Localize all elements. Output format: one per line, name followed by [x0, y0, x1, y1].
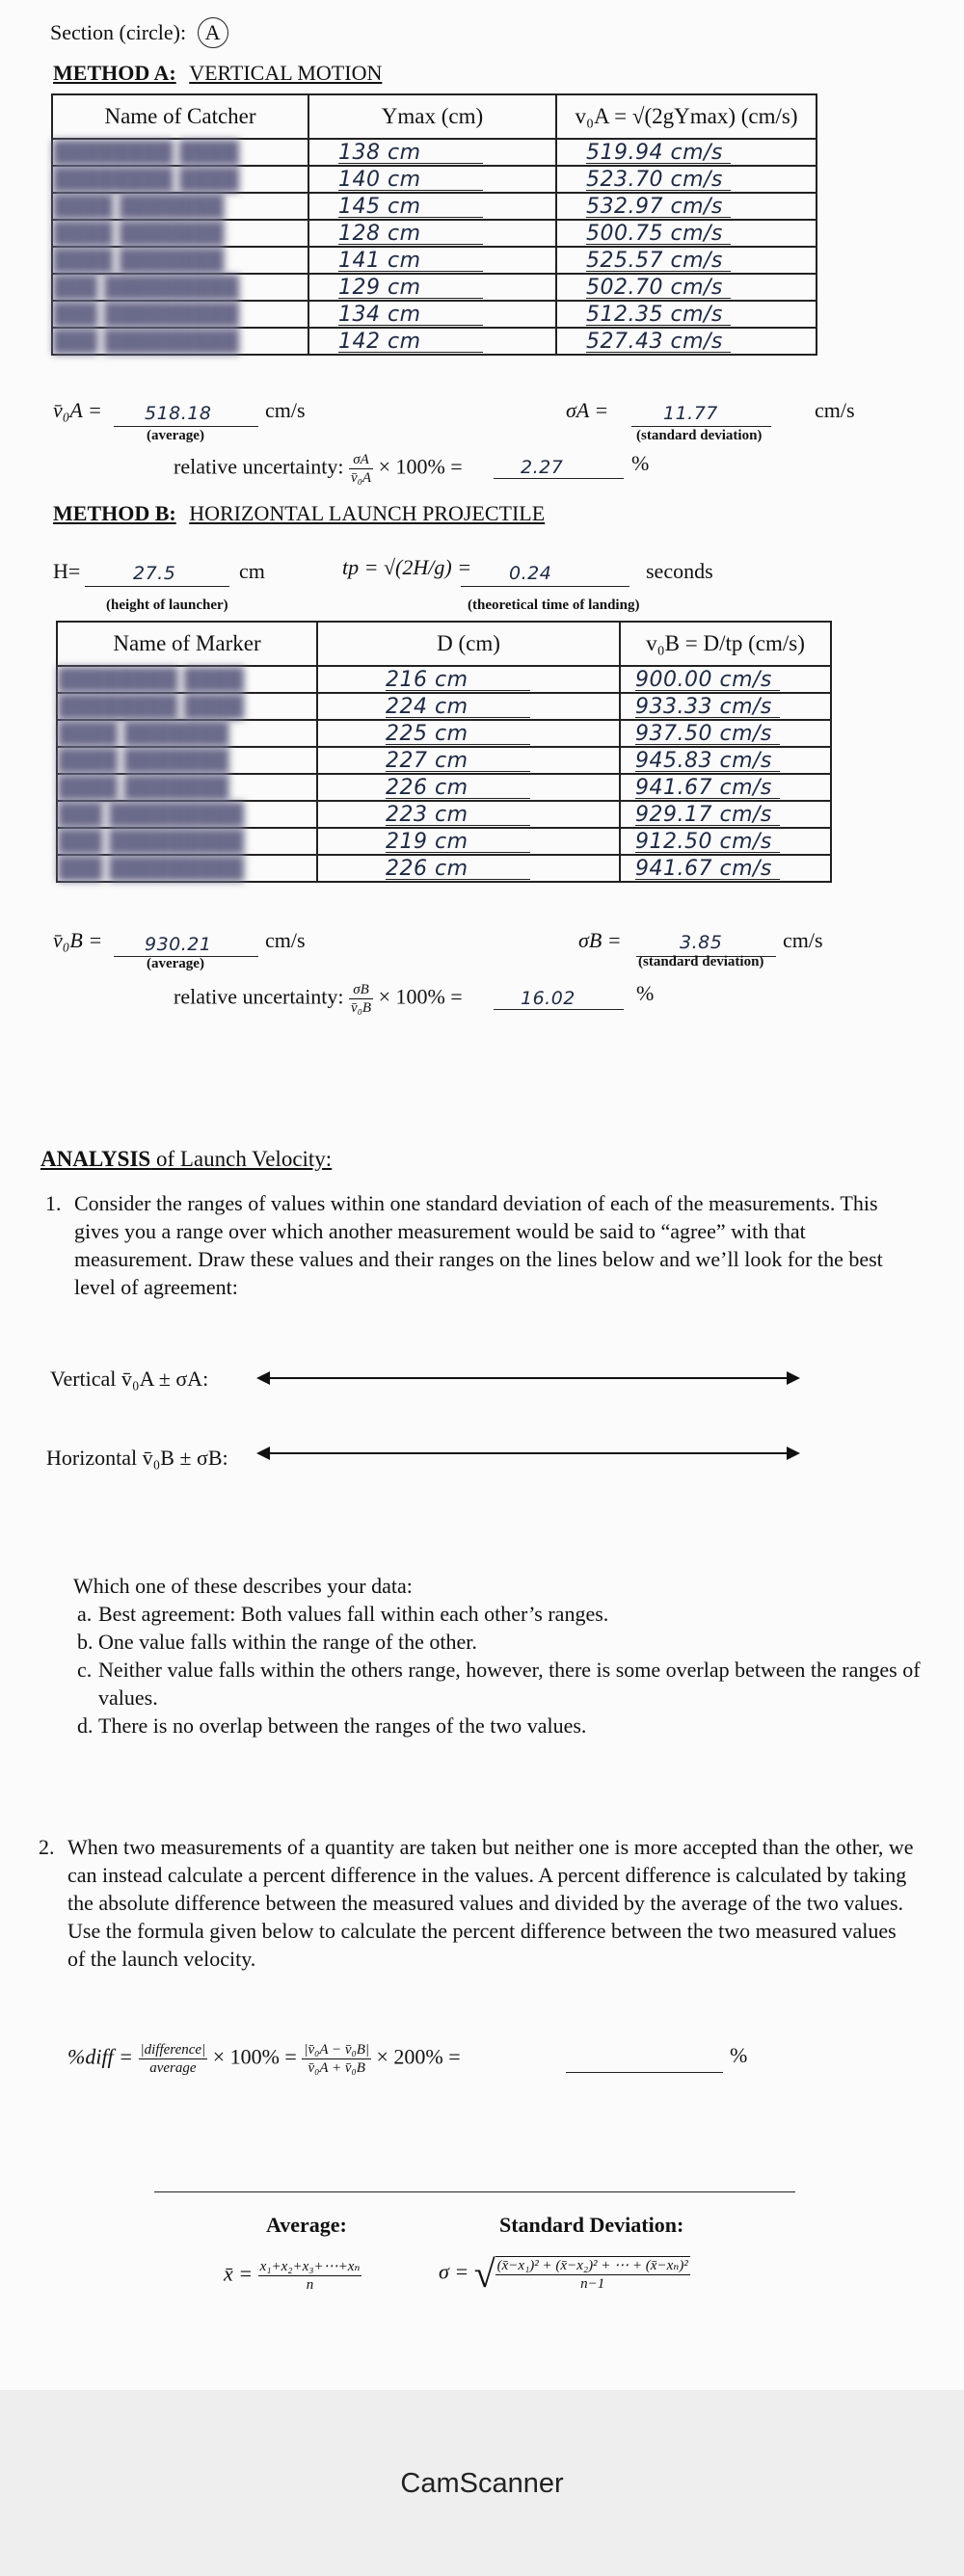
catcher-name: ████████ ████: [52, 139, 308, 166]
rel-num: σA: [349, 451, 373, 469]
h-unit: cm: [239, 559, 265, 583]
method-b-table: [56, 621, 832, 883]
d-value: 225 cm: [386, 725, 530, 745]
ymax-value: 142 cm: [338, 332, 483, 353]
analysis-title: ANALYSIS: [40, 1147, 151, 1171]
method-a-heading: [53, 61, 382, 86]
pdiff-label: %diff =: [67, 2044, 134, 2069]
method-b-sd-label: σB =: [578, 928, 622, 952]
ymax-value: 129 cm: [338, 279, 483, 299]
table-row: [57, 774, 831, 801]
h-caption: (height of launcher): [106, 598, 228, 613]
marker-name: ████ ███████: [57, 747, 317, 774]
table-row: [57, 666, 831, 693]
marker-name: ████████ ████: [57, 666, 317, 693]
rel-den: v̄₀B: [351, 1000, 372, 1016]
v0a-value: 502.70 cm/s: [586, 279, 731, 299]
pdiff-den2: v̄₀A + v̄₀B: [308, 2060, 365, 2076]
method-a-sd-caption: (standard deviation): [636, 428, 763, 443]
pdiff-den1: average: [149, 2060, 197, 2076]
table-row: [52, 301, 817, 328]
v0b-value: 912.50 cm/s: [635, 833, 780, 853]
marker-name: ███ █████████: [57, 855, 317, 882]
method-a-subtitle: VERTICAL MOTION: [189, 61, 383, 85]
q2-number: 2.: [39, 1835, 55, 1859]
method-a-header-name: Name of Catcher: [52, 94, 308, 139]
method-b-heading: [53, 501, 545, 526]
pdiff-end: × 200% =: [376, 2044, 461, 2069]
method-b-avg-caption: (average): [147, 956, 204, 971]
table-row: [52, 166, 817, 193]
analysis-heading: [40, 1147, 332, 1172]
rel-num: σB: [349, 981, 373, 999]
catcher-name: ████ ███████: [52, 247, 308, 274]
method-a-sd-unit: cm/s: [815, 398, 855, 422]
ymax-value: 128 cm: [338, 225, 483, 245]
options-list: [77, 1600, 925, 1739]
avg-formula: [224, 2258, 362, 2294]
formula-divider: [154, 2191, 795, 2192]
method-b-rel-value: 16.02: [521, 988, 576, 1009]
marker-name: ████ ███████: [57, 720, 317, 747]
option-text: Best agreement: Both values fall within each other’s ranges.: [98, 1602, 609, 1626]
vertical-range-label: Vertical v̄₀A ± σA:: [50, 1367, 209, 1391]
method-b-header-name: Name of Marker: [57, 622, 317, 666]
method-a-avg-caption: (average): [147, 428, 204, 443]
option-a[interactable]: [77, 1600, 925, 1628]
table-row: [57, 747, 831, 774]
option-c[interactable]: [77, 1656, 925, 1712]
q1-number: 1.: [45, 1191, 62, 1215]
marker-name: ███ █████████: [57, 801, 317, 828]
h-value: 27.5: [133, 563, 176, 584]
pdiff-num2: |v̄₀A − v̄₀B|: [304, 2042, 369, 2058]
catcher-name: ████████ ████: [52, 166, 308, 193]
v0a-value: 523.70 cm/s: [586, 171, 731, 191]
pdiff-num1: |difference|: [140, 2042, 206, 2058]
table-row: [57, 693, 831, 720]
tp-unit: seconds: [646, 559, 713, 583]
option-b[interactable]: [77, 1628, 925, 1656]
avg-formula-title: Average:: [266, 2213, 347, 2237]
option-d[interactable]: [77, 1712, 925, 1739]
catcher-name: ████ ███████: [52, 193, 308, 220]
rel-label: relative uncertainty:: [174, 984, 344, 1009]
catcher-name: ███ █████████: [52, 274, 308, 301]
method-a-rel-value: 2.27: [521, 457, 564, 478]
v0a-value: 527.43 cm/s: [586, 332, 731, 353]
rel-times: × 100% =: [378, 984, 463, 1009]
ymax-value: 145 cm: [338, 198, 483, 218]
section-text: Section (circle):: [50, 20, 187, 44]
v0b-value: 941.67 cm/s: [635, 779, 780, 799]
rel-label: relative uncertainty:: [174, 454, 344, 479]
table-row: [52, 247, 817, 274]
marker-name: ████ ███████: [57, 774, 317, 801]
v0a-value: 519.94 cm/s: [586, 144, 731, 164]
table-row: [52, 274, 817, 301]
method-b-title: METHOD B:: [53, 501, 176, 525]
table-row: [57, 720, 831, 747]
sqrt-icon: √: [473, 2252, 495, 2296]
marker-name: ████████ ████: [57, 693, 317, 720]
sd-lhs: σ =: [439, 2259, 469, 2284]
option-text: One value falls within the range of the other.: [98, 1630, 477, 1654]
option-text: There is no overlap between the ranges of the two values.: [98, 1713, 587, 1738]
method-b-rel-unit: %: [636, 981, 655, 1005]
method-a-header-velocity: v₀A = √(2gYmax) (cm/s): [556, 94, 817, 139]
sd-formula-title: Standard Deviation:: [499, 2213, 684, 2237]
d-value: 226 cm: [386, 779, 530, 799]
v0a-value: 500.75 cm/s: [586, 225, 731, 245]
method-a-avg-unit: cm/s: [265, 398, 306, 422]
percent-diff-formula: [67, 2041, 461, 2077]
v0b-value: 933.33 cm/s: [635, 698, 780, 718]
avg-lhs: x̄ =: [224, 2261, 254, 2286]
method-b-header-velocity: v₀B = D/tp (cm/s): [620, 622, 831, 666]
method-a-table: [51, 93, 817, 356]
avg-den: n: [306, 2277, 314, 2293]
horizontal-range-label: Horizontal v̄₀B ± σB:: [46, 1446, 228, 1470]
vertical-range-line[interactable]: [258, 1377, 798, 1379]
option-letter: c.: [77, 1658, 93, 1682]
option-text: Neither value falls within the others range, however, there is some overlap between the ranges of values.: [98, 1658, 921, 1710]
camscanner-brand: CamScanner: [400, 2468, 564, 2499]
analysis-title-rest: of Launch Velocity:: [150, 1147, 333, 1171]
option-letter: b.: [77, 1630, 94, 1654]
method-b-header-d: D (cm): [317, 622, 620, 666]
v0b-value: 937.50 cm/s: [635, 725, 780, 745]
method-a-title: METHOD A:: [53, 61, 176, 85]
rel-den: v̄₀A: [351, 470, 372, 486]
q1-text: Consider the ranges of values within one standard deviation of each of the measurements. This gives you a range over which another measurement would be said to “agree” with that measurement. Draw these values and their ranges on the lines below and we’ll look for the best level of agreement:: [74, 1191, 883, 1299]
marker-name: ███ █████████: [57, 828, 317, 855]
option-letter: a.: [77, 1602, 93, 1626]
pdiff-mid: × 100% =: [212, 2044, 297, 2069]
rel-times: × 100% =: [378, 454, 463, 479]
method-b-sd-unit: cm/s: [783, 928, 823, 952]
d-value: 226 cm: [386, 860, 530, 880]
sd-den: n−1: [580, 2275, 605, 2292]
v0b-value: 945.83 cm/s: [635, 752, 780, 772]
method-b-avg-value: 930.21: [145, 934, 212, 955]
catcher-name: ███ █████████: [52, 328, 308, 355]
method-a-header-ymax: Ymax (cm): [308, 94, 556, 139]
method-a-avg-value: 518.18: [145, 403, 212, 424]
pdiff-answer-blank[interactable]: [566, 2045, 723, 2073]
method-a-rel-unit: %: [631, 451, 650, 475]
v0a-value: 532.97 cm/s: [586, 198, 731, 218]
tp-sqrt: √(2H/g) =: [383, 555, 472, 579]
method-a-sd-label: σA =: [566, 398, 609, 422]
ymax-value: 134 cm: [338, 305, 483, 326]
table-row: [57, 801, 831, 828]
method-b-sd-value: 3.85: [680, 932, 723, 953]
table-row: [57, 828, 831, 855]
which-question: Which one of these describes your data:: [73, 1574, 413, 1598]
method-a-relative-uncertainty: [174, 451, 463, 487]
sd-formula: [439, 2251, 690, 2297]
catcher-name: ███ █████████: [52, 301, 308, 328]
v0b-value: 900.00 cm/s: [635, 671, 780, 691]
h-label: H=: [53, 559, 81, 583]
tp-caption: (theoretical time of landing): [468, 598, 640, 613]
d-value: 216 cm: [386, 671, 530, 691]
table-row: [52, 328, 817, 355]
method-b-sd-caption: (standard deviation): [638, 954, 764, 969]
section-label: [50, 17, 228, 48]
method-b-avg-label: v̄₀B =: [53, 928, 103, 952]
v0a-value: 525.57 cm/s: [586, 252, 731, 272]
q2-text: When two measurements of a quantity are taken but neither one is more accepted than the other, we can instead calculate a percent difference in the values. A percent difference is calculated by taking the absolute difference between the measured values and divided by the average of the two values. Use the formula given below to calculate the percent difference between the two measured values of the launch velocity.: [67, 1835, 914, 1971]
tp-formula: [342, 555, 471, 580]
method-b-avg-unit: cm/s: [265, 928, 306, 952]
ymax-value: 138 cm: [338, 144, 483, 164]
v0a-value: 512.35 cm/s: [586, 305, 731, 326]
d-value: 227 cm: [386, 752, 530, 772]
section-circled-letter: A: [198, 17, 228, 48]
method-a-sd-value: 11.77: [663, 403, 718, 424]
d-value: 223 cm: [386, 806, 530, 826]
tp-label: tp =: [342, 555, 379, 579]
d-value: 219 cm: [386, 833, 530, 853]
ymax-value: 140 cm: [338, 171, 483, 191]
ymax-value: 141 cm: [338, 252, 483, 272]
catcher-name: ████ ███████: [52, 220, 308, 247]
table-row: [52, 139, 817, 166]
sd-num: (x̄−x₁)² + (x̄−x₂)² + ⋯ + (x̄−xₙ)²: [496, 2257, 688, 2273]
d-value: 224 cm: [386, 698, 530, 718]
table-row: [52, 193, 817, 220]
avg-num: x₁+x₂+x₃+⋯+xₙ: [259, 2259, 361, 2274]
v0b-value: 929.17 cm/s: [635, 806, 780, 826]
table-row: [57, 855, 831, 882]
horizontal-range-line[interactable]: [258, 1452, 798, 1454]
option-letter: d.: [77, 1713, 94, 1738]
method-a-avg-label: v̄₀A =: [53, 398, 102, 422]
v0b-value: 941.67 cm/s: [635, 860, 780, 880]
table-row: [52, 220, 817, 247]
method-b-relative-uncertainty: [174, 981, 463, 1017]
tp-value: 0.24: [509, 563, 552, 584]
method-b-subtitle: HORIZONTAL LAUNCH PROJECTILE: [189, 501, 546, 525]
pdiff-unit: %: [730, 2043, 748, 2067]
